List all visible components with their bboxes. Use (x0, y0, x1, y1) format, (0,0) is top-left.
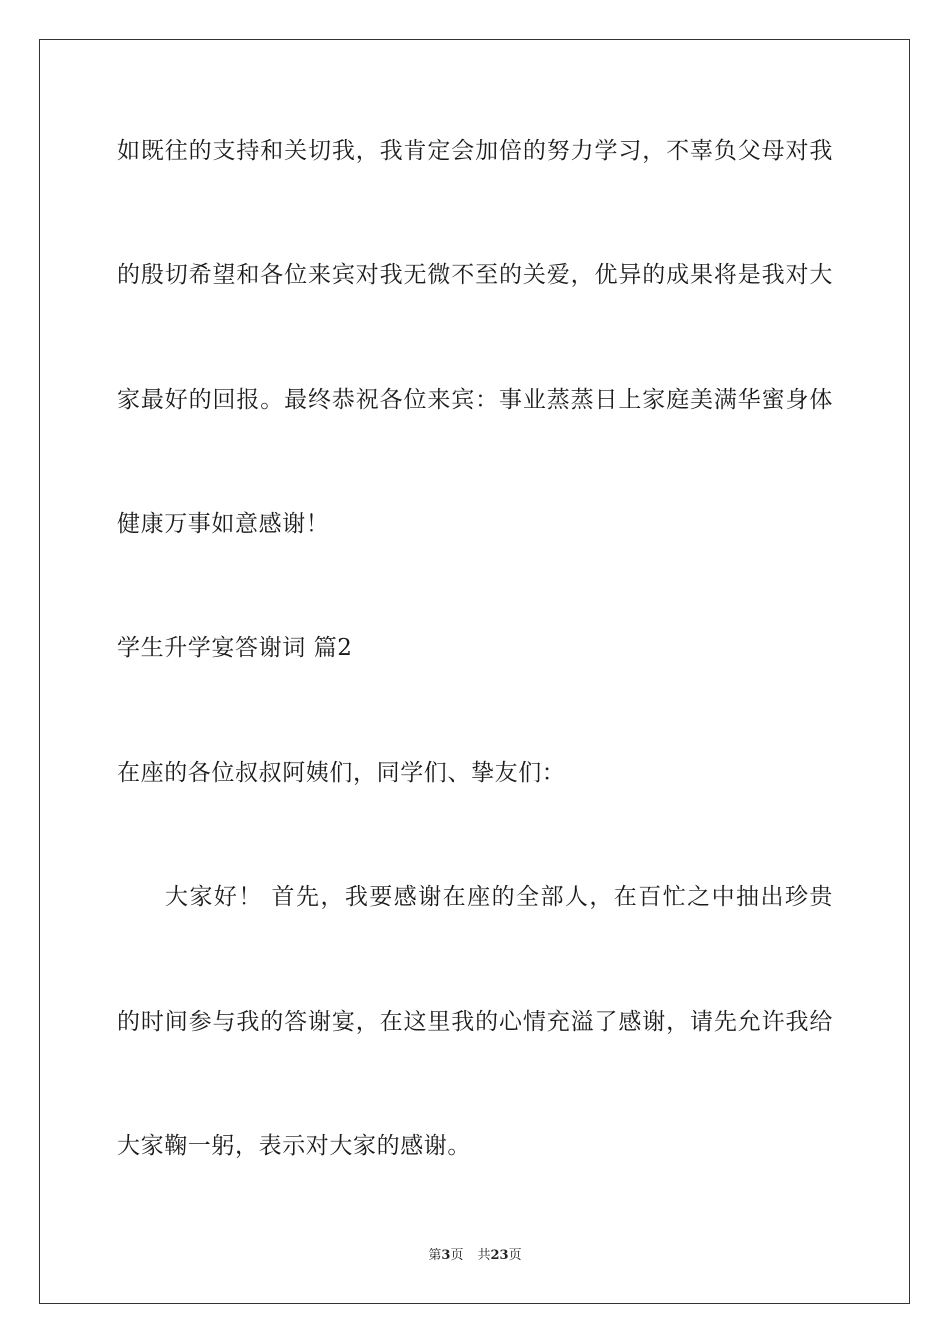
page-border (39, 39, 910, 1304)
total-suffix: 页 (508, 1248, 522, 1263)
current-page-number: 3 (441, 1248, 451, 1263)
body-text-line-7: 大家好！ 首先，我要感谢在座的全部人，在百忙之中抽出珍贵 (165, 884, 833, 910)
body-text-line-2: 的殷切希望和各位来宾对我无微不至的关爱，优异的成果将是我对大 (117, 262, 833, 288)
page-prefix: 第 (428, 1248, 442, 1263)
body-text-line-1: 如既往的支持和关切我，我肯定会加倍的努力学习，不辜负父母对我 (117, 138, 833, 164)
body-text-line-3: 家最好的回报。最终恭祝各位来宾：事业蒸蒸日上家庭美满华蜜身体 (117, 387, 833, 413)
salutation-line: 在座的各位叔叔阿姨们，同学们、挚友们： (117, 760, 566, 786)
total-pages-number: 23 (490, 1248, 509, 1263)
page-footer (0, 1247, 950, 1265)
body-text-line-4: 健康万事如意感谢！ (117, 511, 330, 537)
total-prefix: 共 (477, 1248, 491, 1263)
body-text-line-9: 大家鞠一躬，表示对大家的感谢。 (117, 1133, 471, 1159)
page-suffix: 页 (450, 1248, 464, 1263)
section-heading: 学生升学宴答谢词 篇2 (117, 635, 353, 661)
body-text-line-8: 的时间参与我的答谢宴，在这里我的心情充溢了感谢，请先允许我给 (117, 1009, 833, 1035)
